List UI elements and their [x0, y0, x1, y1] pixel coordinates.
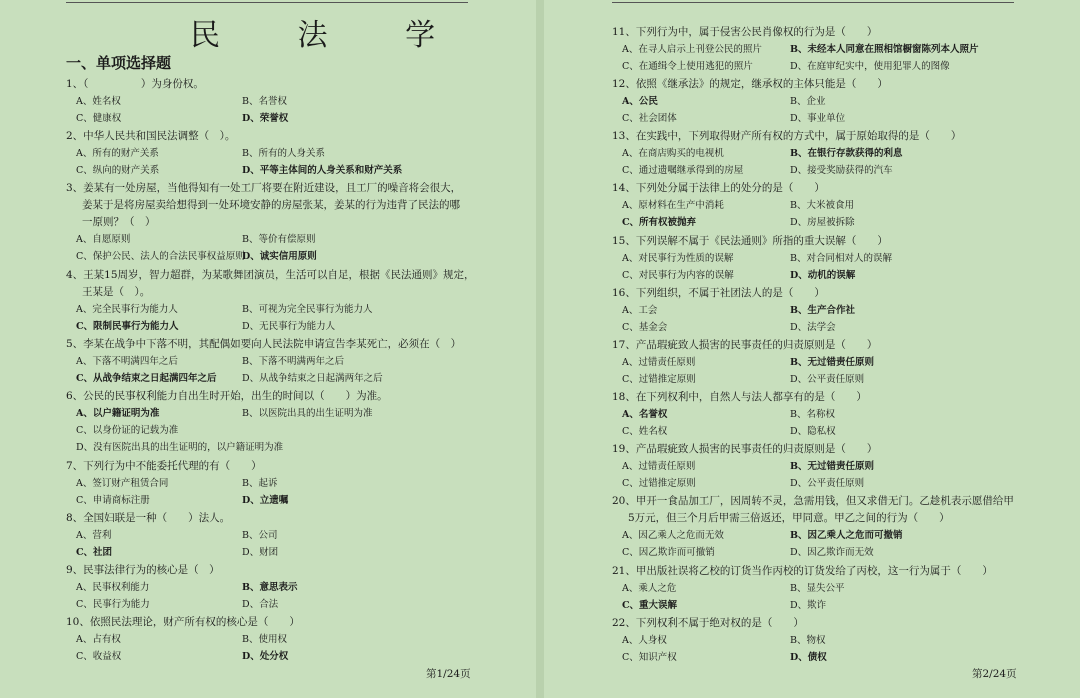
option: C、纵向的财产关系: [76, 165, 160, 177]
option: A、下落不明满四年之后: [76, 356, 178, 368]
answer-option: B、无过错责任原则: [790, 461, 875, 473]
question-stem: 20、甲开一食品加工厂，因周转不灵，急需用钱，但又求借无门。乙趁机表示愿借给甲: [612, 495, 1014, 508]
option: D、无民事行为能力人: [242, 320, 336, 332]
option: B、对合同相对人的误解: [790, 252, 892, 264]
option: A、工会: [622, 304, 658, 316]
question-stem: 8、全国妇联是一种（ ）法人。: [66, 511, 231, 524]
option-row: [612, 649, 827, 666]
option: D、从战争结束之日起满两年之后: [242, 373, 383, 385]
option-row: [612, 302, 856, 319]
answer-option: B、意思表示: [242, 581, 298, 593]
question-9: [612, 441, 877, 492]
option-row: [66, 231, 461, 248]
option-row: [612, 267, 888, 284]
option: A、过错责任原则: [622, 461, 696, 473]
answer-option: C、所有权被抛弃: [622, 217, 697, 229]
option-row: [612, 93, 888, 110]
option: A、姓名权: [76, 96, 121, 107]
option: B、使用权: [242, 633, 287, 645]
question-8: [66, 510, 279, 561]
question-2: [66, 128, 403, 179]
option: D、欺诈: [790, 599, 827, 611]
question-stem: 19、产品瑕疵致人损害的民事责任的归责原则是（ ）: [612, 443, 878, 456]
answer-option: B、因乙乘人之危而可撤销: [790, 530, 903, 542]
option: B、可视为完全民事行为能力人: [242, 303, 373, 315]
question-3: [612, 128, 961, 179]
answer-option: C、社团: [76, 546, 113, 558]
option-row: [612, 423, 867, 440]
option-row: [612, 197, 854, 214]
document-title: 民 法 学: [190, 18, 470, 53]
question-11: [612, 563, 993, 614]
option-row: [612, 406, 867, 423]
answer-option: D、债权: [790, 651, 827, 663]
option: A、民事权利能力: [76, 581, 150, 593]
option: D、合法: [242, 598, 279, 610]
answer-option: C、从战争结束之日起满四年之后: [76, 373, 217, 385]
option: C、在通缉令上使用逃犯的照片: [622, 61, 753, 72]
option: A、营利: [76, 529, 112, 541]
option: C、申请商标注册: [76, 494, 150, 506]
right-page: [544, 0, 1080, 698]
answer-option: B、未经本人同意在照相馆橱窗陈列本人照片: [790, 44, 979, 55]
question-5: [612, 233, 892, 284]
option-row: [66, 631, 300, 648]
option: B、名誉权: [242, 96, 287, 107]
option: C、收益权: [76, 650, 122, 662]
option: A、签订财产租赁合同: [76, 477, 169, 489]
question-stem: 1、（ ）为身份权。: [66, 78, 204, 90]
question-stem: 姜某于是将房屋卖给想得到一处环境安静的房屋张某，姜某的行为违背了民法的哪: [82, 199, 460, 212]
option-row: [66, 318, 475, 335]
option: B、起诉: [242, 477, 278, 489]
option: B、大米被食用: [790, 200, 854, 212]
answer-option: D、立遗嘱: [242, 494, 289, 506]
option-row: [66, 544, 279, 561]
option-row: [66, 353, 461, 370]
option-row: [66, 579, 298, 596]
option: B、显失公平: [790, 582, 845, 594]
question-stem: 6、公民的民事权利能力自出生时开始，出生的时间以（ ）为准。: [66, 390, 388, 403]
question-stem: 一原则？（ ）: [82, 216, 156, 229]
option-row: [66, 93, 287, 110]
question-stem: 2、中华人民共和国民法调整（ ）。: [66, 130, 236, 143]
option-row: [612, 475, 877, 492]
option-row: [66, 439, 388, 456]
answer-option: B、在银行存款获得的利息: [790, 148, 903, 160]
option: A、所有的财产关系: [76, 148, 159, 160]
option: B、公司: [242, 529, 278, 541]
option-row: [66, 110, 289, 127]
answer-option: A、名誉权: [622, 408, 668, 420]
option-row: [612, 632, 826, 649]
answer-option: D、诚实信用原则: [242, 251, 317, 263]
question-7: [612, 337, 877, 388]
question-stem: 21、甲出版社误将乙校的订货当作丙校的订货发给了丙校，这一行为属于（ ）: [612, 564, 993, 577]
option-row: [612, 458, 877, 475]
option-row: [612, 597, 993, 614]
option-row: [612, 162, 961, 179]
option-row: [612, 580, 993, 597]
question-2: [612, 76, 888, 127]
page-number: 第2/24页: [972, 668, 1017, 680]
option-row: [66, 475, 278, 492]
question-6: [612, 285, 856, 336]
option-row: [66, 422, 388, 439]
option-row: [612, 145, 961, 162]
answer-option: C、限制民事行为能力人: [76, 320, 179, 332]
question-5: [66, 336, 461, 387]
question-stem: 4、王某15周岁，智力超群，为某歌舞团演员，生活可以自足，根据《民法通则》规定，: [66, 268, 475, 281]
option: D、隐私权: [790, 425, 836, 437]
question-stem: 王某是（ ）。: [82, 285, 151, 298]
answer-option: B、生产合作社: [790, 304, 856, 316]
option: A、因乙乘人之危而无效: [622, 530, 724, 542]
option: B、以医院出具的出生证明为准: [242, 408, 373, 420]
option-row: [612, 214, 855, 231]
question-1: [612, 24, 979, 75]
answer-option: B、无过错责任原则: [790, 356, 875, 368]
question-9: [66, 562, 298, 613]
option: D、房屋被拆除: [790, 217, 855, 229]
option: C、因乙欺诈而可撤销: [622, 547, 715, 559]
option-row: [66, 162, 403, 179]
question-stem: 16、下列组织，不属于社团法人的是（ ）: [612, 286, 825, 299]
option: D、接受奖励获得的汽车: [790, 165, 893, 177]
answer-option: C、重大误解: [622, 599, 678, 611]
answer-option: A、公民: [622, 96, 658, 108]
option: B、名称权: [790, 408, 835, 420]
question-1: [66, 76, 289, 127]
option: D、因乙欺诈而无效: [790, 547, 874, 559]
question-stem: 22、下列权利不属于绝对权的是（ ）: [612, 616, 804, 629]
option: D、财团: [242, 546, 279, 558]
top-rule: [66, 2, 468, 3]
question-stem: 9、民事法律行为的核心是（ ）: [66, 563, 220, 576]
question-4: [612, 180, 855, 231]
left-page: [0, 0, 536, 698]
question-stem: 11、下列行为中，属于侵害公民肖像权的行为是（ ）: [612, 26, 878, 38]
question-4: [66, 267, 475, 335]
option: C、对民事行为内容的误解: [622, 269, 734, 281]
top-rule: [612, 2, 1014, 3]
question-stem: 14、下列处分属于法律上的处分的是（ ）: [612, 182, 825, 195]
question-stem: 15、下列误解不属于《民法通则》所指的重大误解（ ）: [612, 234, 888, 247]
question-12: [612, 615, 827, 666]
option: C、以身份证的记载为准: [76, 425, 179, 437]
section-heading: 一、单项选择题: [66, 54, 172, 72]
option-row: [66, 648, 300, 665]
option-row: [66, 145, 325, 162]
option: C、基金会: [622, 321, 668, 333]
option: C、民事行为能力: [76, 598, 150, 610]
question-stem: 5万元，但三个月后甲需三倍返还，甲同意。甲乙之间的行为（ ）: [628, 512, 950, 525]
option-row: [612, 527, 1014, 544]
option: A、完全民事行为能力人: [76, 303, 178, 315]
option: C、健康权: [76, 113, 122, 124]
option: A、人身权: [622, 634, 667, 646]
option: C、过错推定原则: [622, 373, 696, 385]
question-7: [66, 458, 289, 509]
answer-option: D、动机的误解: [790, 269, 856, 281]
option-row: [612, 250, 892, 267]
question-stem: 7、下列行为中不能委托代理的有（ ）: [66, 459, 262, 472]
page-number: 第1/24页: [426, 668, 471, 680]
question-stem: 13、在实践中，下列取得财产所有权的方式中，属于原始取得的是（ ）: [612, 130, 962, 143]
question-3: [66, 180, 461, 265]
option-row: [66, 301, 475, 318]
option-row: [66, 596, 279, 613]
option: D、事业单位: [790, 113, 846, 125]
question-stem: 17、产品瑕疵致人损害的民事责任的归责原则是（ ）: [612, 338, 878, 351]
option-row: [66, 370, 461, 387]
question-stem: 3、姜某有一处房屋，当他得知有一处工厂将要在附近建设，且工厂的噪音将会很大，: [66, 182, 462, 195]
option: B、物权: [790, 634, 826, 646]
question-10: [66, 614, 300, 665]
option: C、通过遗嘱继承得到的房屋: [622, 165, 744, 177]
option: D、没有医院出具的出生证明的，以户籍证明为准: [76, 442, 284, 454]
option-row: [66, 248, 461, 265]
option-row: [612, 354, 877, 371]
option: B、等价有偿原则: [242, 234, 316, 246]
option: D、公平责任原则: [790, 478, 865, 490]
option: C、知识产权: [622, 651, 677, 663]
question-stem: 5、李某在战争中下落不明，其配偶如要向人民法院申请宣告李某死亡，必须在（ ）: [66, 338, 462, 351]
option: A、自愿原则: [76, 234, 131, 246]
option-row: [66, 492, 289, 509]
option-row: [612, 41, 979, 58]
option-row: [612, 319, 836, 336]
option: A、在商店购买的电视机: [622, 148, 724, 160]
option: C、姓名权: [622, 425, 668, 437]
option: D、在庭审纪实中，使用犯罪人的图像: [790, 61, 950, 72]
option: C、保护公民、法人的合法民事权益原则: [76, 251, 245, 263]
question-stem: 12、依照《继承法》的规定，继承权的主体只能是（ ）: [612, 78, 888, 91]
option: A、在寻人启示上刊登公民的照片: [622, 44, 762, 55]
option-row: [612, 110, 888, 127]
option: C、过错推定原则: [622, 478, 696, 490]
question-stem: 10、依照民法理论，财产所有权的核心是（ ）: [66, 615, 300, 628]
answer-option: D、处分权: [242, 650, 289, 662]
option: B、企业: [790, 96, 826, 108]
option-row: [66, 527, 278, 544]
option: B、所有的人身关系: [242, 148, 325, 160]
option: A、对民事行为性质的误解: [622, 252, 734, 264]
option-row: [612, 544, 1014, 561]
option: A、占有权: [76, 633, 121, 645]
page-gutter: [536, 0, 544, 698]
question-8: [612, 389, 867, 440]
option: D、法学会: [790, 321, 836, 333]
answer-option: A、以户籍证明为准: [76, 408, 160, 420]
question-stem: 18、在下列权利中，自然人与法人都享有的是（ ）: [612, 390, 867, 403]
option: A、乘人之危: [622, 582, 677, 594]
question-10: [612, 493, 1014, 561]
option-row: [612, 58, 950, 75]
option: D、公平责任原则: [790, 373, 865, 385]
option: A、过错责任原则: [622, 356, 696, 368]
answer-option: D、平等主体间的人身关系和财产关系: [242, 165, 403, 177]
option: A、原材料在生产中消耗: [622, 200, 724, 212]
option-row: [612, 371, 877, 388]
option: B、下落不明满两年之后: [242, 356, 344, 368]
option-row: [66, 405, 388, 422]
answer-option: D、荣誉权: [242, 113, 289, 124]
question-6: [66, 388, 388, 456]
option: C、社会团体: [622, 113, 677, 125]
